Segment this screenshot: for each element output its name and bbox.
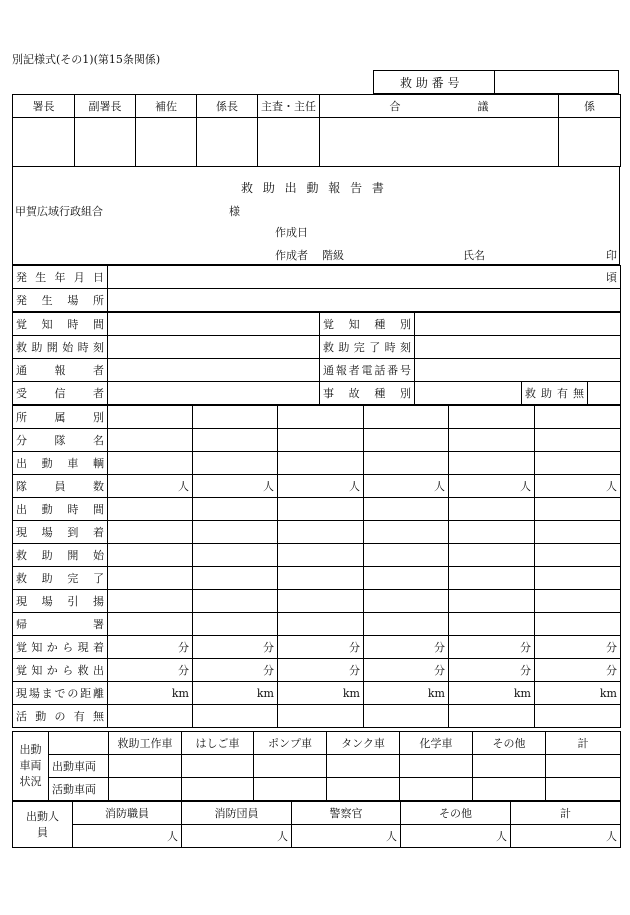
units-row [13,705,621,728]
units-cell[interactable] [535,452,621,475]
time-suffix: 頃 [606,271,617,284]
units-cell[interactable] [535,590,621,613]
author-label: 作成者 [275,249,308,262]
approval-header: 補佐 [136,95,197,118]
units-cell[interactable] [364,613,449,636]
units-cell[interactable] [108,613,193,636]
vehicles-row [13,755,621,778]
occurrence-place-field[interactable] [108,289,621,312]
vehicles-cell[interactable] [400,755,473,778]
unit-suffix: 人 [520,480,531,493]
units-cell[interactable] [193,682,278,705]
notice-label: 通報者電話番号 [320,359,415,382]
units-row [13,406,621,429]
unit-suffix: 分 [520,641,531,654]
units-cell[interactable] [193,567,278,590]
units-cell[interactable] [364,590,449,613]
approval-header: 係 [559,95,621,118]
units-row [13,636,621,659]
units-cell[interactable] [449,590,535,613]
units-row-label: 覚知から救出 [13,659,108,682]
units-cell[interactable] [278,429,364,452]
name-label: 氏名 [463,249,485,262]
units-cell[interactable] [193,636,278,659]
units-row [13,498,621,521]
unit-suffix: 分 [178,664,189,677]
units-row-label: 覚知から現着 [13,636,108,659]
personnel-cell[interactable] [292,825,401,848]
units-cell[interactable] [278,659,364,682]
vehicles-cell[interactable] [473,755,546,778]
vehicles-table [12,731,621,801]
units-cell[interactable] [193,406,278,429]
vehicles-cell[interactable] [109,755,182,778]
approval-header: 合 議 [320,95,559,118]
vehicles-cell[interactable] [109,778,182,801]
vehicles-label: 出動車両状況 [13,732,49,801]
units-cell[interactable] [108,498,193,521]
unit-suffix: km [427,686,445,700]
notice-field[interactable] [108,359,320,382]
units-row [13,475,621,498]
units-row [13,613,621,636]
units-cell[interactable] [449,406,535,429]
approval-cell[interactable] [136,118,197,167]
personnel-header: その他 [401,802,511,825]
personnel-label: 出動人員 [13,802,73,848]
unit-suffix: 分 [606,641,617,654]
units-cell[interactable] [193,475,278,498]
units-row [13,429,621,452]
vehicles-header: その他 [473,732,546,755]
vehicles-cell[interactable] [182,778,254,801]
units-cell[interactable] [364,452,449,475]
units-row [13,452,621,475]
created-date-label: 作成日 [275,226,308,239]
vehicles-header: 化学車 [400,732,473,755]
units-row [13,521,621,544]
units-cell[interactable] [278,475,364,498]
approval-cell[interactable] [13,118,75,167]
approval-header: 署長 [13,95,75,118]
units-cell[interactable] [449,613,535,636]
rank-label: 階級 [322,249,344,262]
units-cell[interactable] [108,659,193,682]
vehicles-cell[interactable] [546,778,621,801]
units-cell[interactable] [535,613,621,636]
unit-suffix: 分 [434,641,445,654]
units-cell[interactable] [193,590,278,613]
units-row-label: 現場到着 [13,521,108,544]
units-row-label: 帰署 [13,613,108,636]
unit-suffix: 分 [520,664,531,677]
unit-suffix: 人 [349,480,360,493]
approval-header: 副署長 [75,95,136,118]
notice-field[interactable] [415,382,522,405]
unit-suffix: 人 [167,830,178,843]
notice-label: 救助開始時刻 [13,336,108,359]
units-row-label: 救助開始 [13,544,108,567]
units-cell[interactable] [535,682,621,705]
units-cell[interactable] [364,567,449,590]
units-cell[interactable] [108,544,193,567]
approval-cell[interactable] [75,118,136,167]
units-cell[interactable] [278,406,364,429]
report-title: 救 助 出 動 報 告 書 [241,181,387,195]
approval-cell[interactable] [559,118,621,167]
units-cell[interactable] [278,682,364,705]
personnel-header: 計 [511,802,621,825]
units-cell[interactable] [278,705,364,728]
units-cell[interactable] [364,682,449,705]
unit-suffix: 人 [606,480,617,493]
units-cell[interactable] [364,429,449,452]
units-cell[interactable] [364,636,449,659]
units-row [13,590,621,613]
units-cell[interactable] [535,498,621,521]
units-cell[interactable] [364,406,449,429]
unit-suffix: 分 [606,664,617,677]
vehicles-cell[interactable] [327,778,400,801]
notice-label: 救助完了時刻 [320,336,415,359]
units-table [12,405,621,728]
notice-label: 受信者 [13,382,108,405]
personnel-cell[interactable] [73,825,182,848]
units-cell[interactable] [278,521,364,544]
addressee: 甲賀広域行政組合 [15,205,103,218]
notice-label: 覚知種別 [320,313,415,336]
occurrence-place-label: 発生場所 [13,289,108,312]
unit-suffix: 人 [178,480,189,493]
personnel-header: 消防団員 [182,802,292,825]
units-cell[interactable] [364,705,449,728]
units-cell[interactable] [193,498,278,521]
personnel-table [12,801,621,848]
rescue-number-box [373,70,619,94]
units-row-label: 現場までの距離 [13,682,108,705]
unit-suffix: 人 [606,830,617,843]
units-cell[interactable] [535,544,621,567]
rescue-presence-field[interactable] [588,382,621,405]
notice-table [12,312,621,405]
unit-suffix: km [171,686,189,700]
units-cell[interactable] [193,429,278,452]
units-cell[interactable] [278,636,364,659]
units-row-label: 活動の有無 [13,705,108,728]
units-row [13,544,621,567]
units-cell[interactable] [535,705,621,728]
units-cell[interactable] [193,452,278,475]
notice-field[interactable] [415,313,621,336]
unit-suffix: 人 [277,830,288,843]
approval-cell[interactable] [258,118,320,167]
approval-header: 主査・主任 [258,95,320,118]
vehicles-row-label: 出動車両 [49,755,109,778]
units-cell[interactable] [193,659,278,682]
units-row [13,567,621,590]
units-cell[interactable] [449,498,535,521]
notice-field[interactable] [415,359,621,382]
units-cell[interactable] [449,452,535,475]
vehicles-cell[interactable] [400,778,473,801]
units-cell[interactable] [108,705,193,728]
vehicles-header: 計 [546,732,621,755]
unit-suffix: 分 [178,641,189,654]
form-title: 別記様式(その1)(第15条関係) [12,53,161,66]
notice-field[interactable] [108,313,320,336]
units-cell[interactable] [108,452,193,475]
unit-suffix: 人 [434,480,445,493]
notice-label: 覚知時間 [13,313,108,336]
rescue-number-label: 救 助 番 号 [400,76,460,90]
vehicles-row [13,778,621,801]
unit-suffix: 分 [434,664,445,677]
approval-header: 係長 [197,95,258,118]
addressee-sama: 様 [229,205,240,218]
occurrence-datetime-field[interactable] [108,266,621,289]
units-cell[interactable] [278,590,364,613]
units-cell[interactable] [449,521,535,544]
notice-field[interactable] [108,336,320,359]
units-row [13,659,621,682]
notice-field[interactable] [108,382,320,405]
vehicles-cell[interactable] [327,755,400,778]
vehicles-row-label: 活動車両 [49,778,109,801]
units-cell[interactable] [449,636,535,659]
units-cell[interactable] [278,544,364,567]
units-cell[interactable] [108,429,193,452]
units-row-label: 隊員数 [13,475,108,498]
vehicles-corner [49,732,109,755]
units-cell[interactable] [535,659,621,682]
unit-suffix: km [256,686,274,700]
units-cell[interactable] [108,406,193,429]
unit-suffix: 分 [349,664,360,677]
units-cell[interactable] [108,475,193,498]
units-cell[interactable] [449,475,535,498]
unit-suffix: 分 [263,641,274,654]
personnel-row [13,825,621,848]
vehicles-cell[interactable] [254,778,327,801]
units-row-label: 出動時間 [13,498,108,521]
notice-label: 事故種別 [320,382,415,405]
units-cell[interactable] [193,544,278,567]
units-cell[interactable] [193,613,278,636]
units-cell[interactable] [278,452,364,475]
units-cell[interactable] [364,475,449,498]
units-cell[interactable] [108,682,193,705]
units-cell[interactable] [108,521,193,544]
vehicles-cell[interactable] [546,755,621,778]
vehicles-header: ポンプ車 [254,732,327,755]
units-cell[interactable] [449,429,535,452]
personnel-cell[interactable] [182,825,292,848]
rescue-presence-label: 救助有無 [522,382,588,405]
unit-suffix: 分 [349,641,360,654]
units-cell[interactable] [535,475,621,498]
units-cell[interactable] [278,613,364,636]
units-cell[interactable] [449,705,535,728]
personnel-cell[interactable] [511,825,621,848]
units-cell[interactable] [449,544,535,567]
units-cell[interactable] [364,521,449,544]
units-cell[interactable] [278,567,364,590]
units-row-label: 分隊名 [13,429,108,452]
units-cell[interactable] [535,429,621,452]
unit-suffix: km [599,686,617,700]
personnel-header-row [13,802,621,825]
units-row-label: 出動車輌 [13,452,108,475]
unit-suffix: 人 [263,480,274,493]
report-header [12,166,620,265]
unit-suffix: 人 [496,830,507,843]
units-cell[interactable] [108,636,193,659]
units-cell[interactable] [108,590,193,613]
occurrence-table [12,265,621,312]
unit-suffix: km [513,686,531,700]
units-cell[interactable] [535,636,621,659]
units-cell[interactable] [278,498,364,521]
units-cell[interactable] [535,521,621,544]
vehicles-cell[interactable] [254,755,327,778]
vehicles-header: 救助工作車 [109,732,182,755]
units-cell[interactable] [535,567,621,590]
units-row-label: 所属別 [13,406,108,429]
vehicles-header: タンク車 [327,732,400,755]
units-cell[interactable] [364,498,449,521]
vehicles-cell[interactable] [473,778,546,801]
seal-label: 印 [606,249,617,262]
vehicles-cell[interactable] [182,755,254,778]
unit-suffix: 人 [386,830,397,843]
vehicles-header-row [13,732,621,755]
occurrence-datetime-label: 発生年月日 [13,266,108,289]
unit-suffix: 分 [263,664,274,677]
approval-table [12,94,621,167]
notice-label: 通報者 [13,359,108,382]
units-cell[interactable] [193,705,278,728]
units-row-label: 現場引揚 [13,590,108,613]
notice-field[interactable] [415,336,621,359]
units-cell[interactable] [449,659,535,682]
units-cell[interactable] [535,406,621,429]
units-row-label: 救助完了 [13,567,108,590]
approval-cell[interactable] [320,118,559,167]
units-cell[interactable] [449,567,535,590]
units-cell[interactable] [108,567,193,590]
approval-cell[interactable] [197,118,258,167]
units-cell[interactable] [364,544,449,567]
units-row [13,682,621,705]
vehicles-header: はしご車 [182,732,254,755]
units-cell[interactable] [193,521,278,544]
units-cell[interactable] [449,682,535,705]
personnel-header: 消防職員 [73,802,182,825]
personnel-cell[interactable] [401,825,511,848]
personnel-header: 警察官 [292,802,401,825]
unit-suffix: km [342,686,360,700]
units-cell[interactable] [364,659,449,682]
